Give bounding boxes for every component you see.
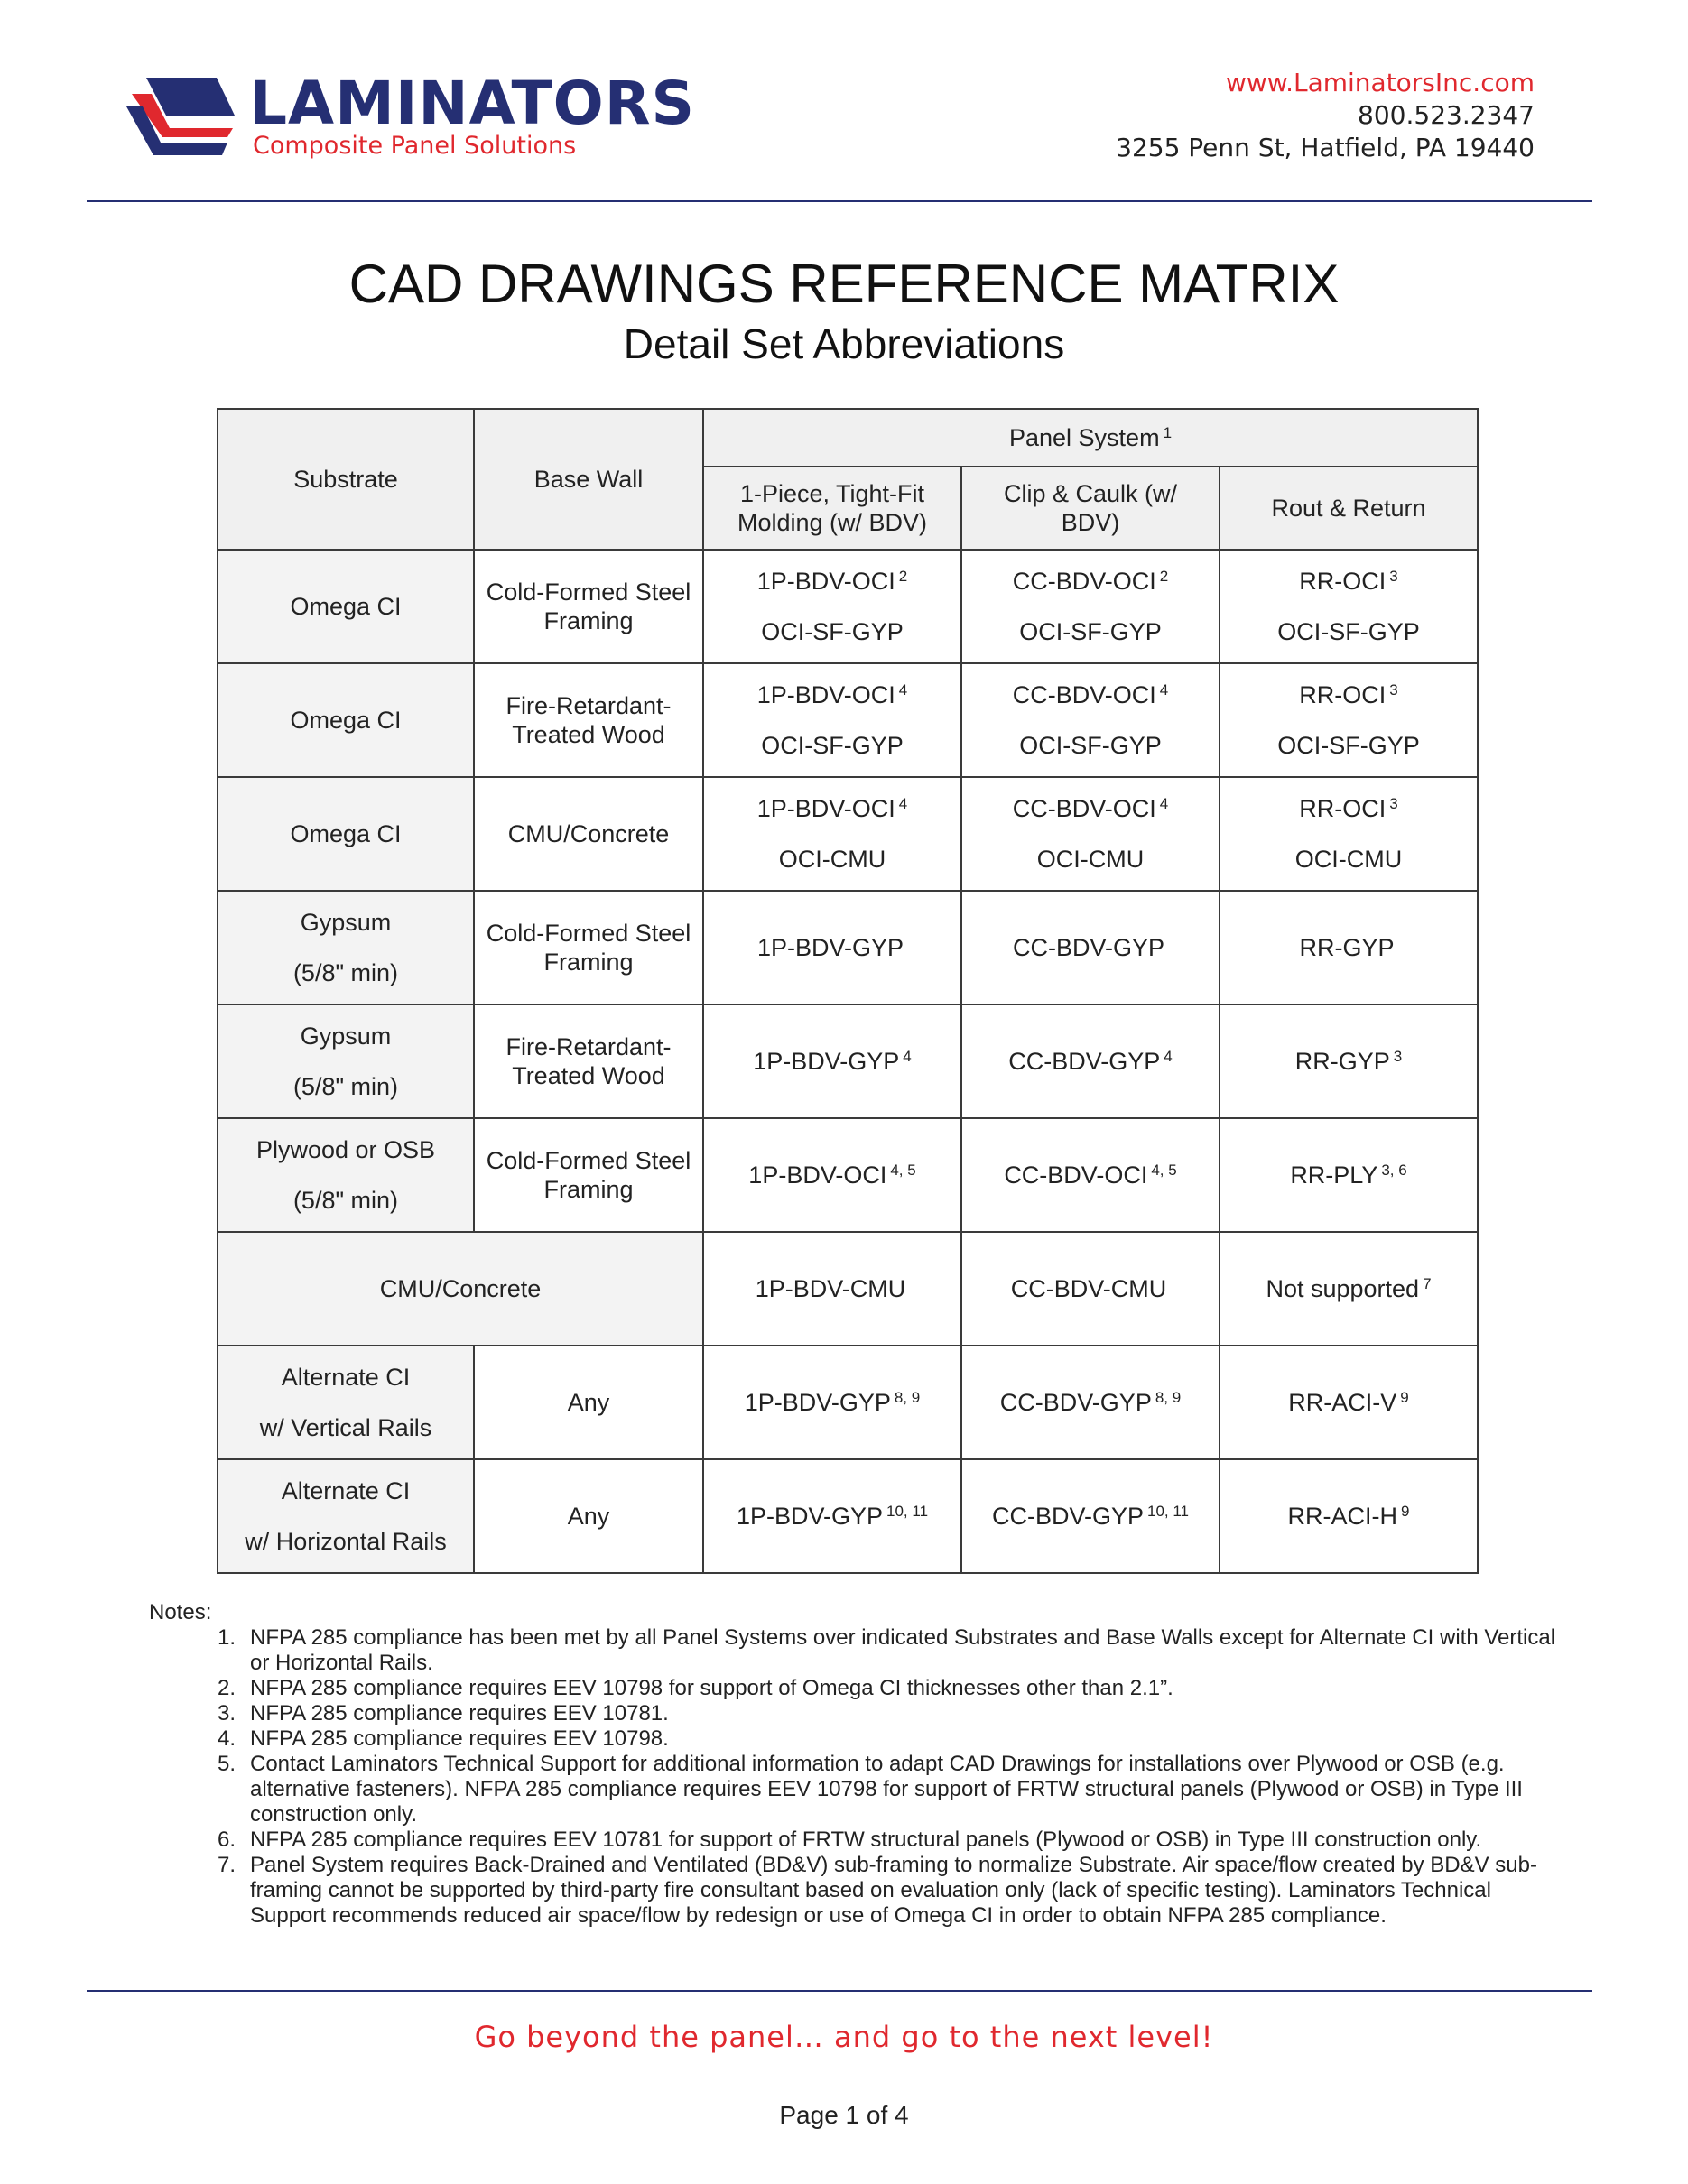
cell-clip-caulk: CC-BDV-OCI $^{4, 5}$ bbox=[961, 1118, 1220, 1232]
cell-substrate: Omega CI bbox=[218, 550, 474, 663]
note-item: 1. NFPA 285 compliance has been met by all Panel Systems over indicated Substrates and Base Walls except for Alternate CI with Vertical or Horizontal Rails. bbox=[217, 1625, 1556, 1675]
cell-rout-return: RR-GYP bbox=[1220, 891, 1478, 1004]
logo-tagline: Composite Panel Solutions bbox=[253, 132, 577, 160]
note-item: 4. NFPA 285 compliance requires EEV 10798. bbox=[217, 1726, 669, 1751]
cell-base-wall: Cold-Formed Steel Framing bbox=[474, 891, 703, 1004]
table-row bbox=[218, 1118, 1478, 1232]
contact-block bbox=[1116, 67, 1535, 164]
cell-substrate: Alternate CI w/ Horizontal Rails bbox=[218, 1459, 474, 1573]
header-clip-caulk: Clip & Caulk (w/ BDV) bbox=[961, 467, 1220, 550]
cell-clip-caulk: CC-BDV-GYP bbox=[961, 891, 1220, 1004]
phone-number: 800.523.2347 bbox=[1358, 100, 1535, 130]
table-row bbox=[218, 550, 1478, 663]
cell-clip-caulk: CC-BDV-CMU bbox=[961, 1232, 1220, 1346]
cell-clip-caulk: CC-BDV-GYP $^{8, 9}$ bbox=[961, 1346, 1220, 1459]
cell-clip-caulk: CC-BDV-GYP $^{10, 11}$ bbox=[961, 1459, 1220, 1573]
cell-1piece: 1P-BDV-OCI $^2$ OCI-SF-GYP bbox=[703, 550, 961, 663]
note-item: 7. Panel System requires Back-Drained and Ventilated (BD&V) sub-framing to normalize Substrate. Air space/flow created by BD&V sub-framing cannot be supported by third-party fire consultant based on evaluation only (lack of specific testing). Laminators Technical Support recommends reduced air space/flow by redesign or use of Omega CI in order to obtain NFPA 285 compliance. bbox=[217, 1853, 1537, 1928]
document-title: CAD DRAWINGS REFERENCE MATRIX bbox=[348, 254, 1340, 314]
table-row bbox=[218, 777, 1478, 891]
cell-rout-return: RR-PLY $^{3, 6}$ bbox=[1220, 1118, 1478, 1232]
cell-rout-return: RR-OCI $^3$ OCI-SF-GYP bbox=[1220, 663, 1478, 777]
cell-1piece: 1P-BDV-GYP $^4$ bbox=[703, 1004, 961, 1118]
cell-1piece: 1P-BDV-GYP bbox=[703, 891, 961, 1004]
cell-substrate: Plywood or OSB (5/8" min) bbox=[218, 1118, 474, 1232]
cell-1piece: 1P-BDV-CMU bbox=[703, 1232, 961, 1346]
notes-list bbox=[149, 1625, 1557, 1929]
page-number: Page 1 of 4 bbox=[779, 2101, 909, 2129]
cell-clip-caulk: CC-BDV-OCI $^2$ OCI-SF-GYP bbox=[961, 550, 1220, 663]
cell-rout-return: RR-OCI $^3$ OCI-SF-GYP bbox=[1220, 550, 1478, 663]
table-header-row bbox=[218, 409, 1478, 467]
header-panel-system: Panel System $^1$ bbox=[703, 409, 1478, 467]
header-substrate: Substrate bbox=[218, 409, 474, 550]
notes-label: Notes: bbox=[149, 1600, 212, 1624]
note-item: 2. NFPA 285 compliance requires EEV 10798 for support of Omega CI thicknesses other than 2.1”. bbox=[217, 1676, 1173, 1700]
note-item: 3. NFPA 285 compliance requires EEV 10781. bbox=[217, 1701, 669, 1726]
cell-1piece: 1P-BDV-GYP $^{10, 11}$ bbox=[703, 1459, 961, 1573]
cell-rout-return: RR-OCI $^3$ OCI-CMU bbox=[1220, 777, 1478, 891]
header-base-wall: Base Wall bbox=[474, 409, 703, 550]
notes-section bbox=[149, 1600, 1557, 1929]
cell-1piece: 1P-BDV-GYP $^{8, 9}$ bbox=[703, 1346, 961, 1459]
address: 3255 Penn St, Hatfield, PA 19440 bbox=[1116, 133, 1535, 162]
cell-rout-return: Not supported $^7$ bbox=[1220, 1232, 1478, 1346]
table-row bbox=[218, 891, 1478, 1004]
table-row bbox=[218, 1459, 1478, 1573]
cell-substrate: Gypsum (5/8" min) bbox=[218, 1004, 474, 1118]
website-link[interactable]: www.LaminatorsInc.com bbox=[1225, 68, 1535, 97]
cell-1piece: 1P-BDV-OCI $^4$ OCI-SF-GYP bbox=[703, 663, 961, 777]
cell-substrate: Gypsum (5/8" min) bbox=[218, 891, 474, 1004]
table-row bbox=[218, 1232, 1478, 1346]
cell-base-wall: Any bbox=[474, 1346, 703, 1459]
footer-divider bbox=[87, 1990, 1592, 1992]
cell-substrate: Omega CI bbox=[218, 777, 474, 891]
cell-rout-return: RR-ACI-H $^9$ bbox=[1220, 1459, 1478, 1573]
table-row bbox=[218, 1346, 1478, 1459]
table-row bbox=[218, 1004, 1478, 1118]
reference-matrix-table bbox=[217, 408, 1479, 1574]
header-rout-return: Rout & Return bbox=[1220, 467, 1478, 550]
note-item: 5. Contact Laminators Technical Support for additional information to adapt CAD Drawings for installations over Plywood or OSB (e.g. alternative fasteners). NFPA 285 compliance requires EEV 10798 for support of FRTW structural panels (Plywood or OSB) in Type III construction only. bbox=[217, 1752, 1523, 1827]
cell-1piece: 1P-BDV-OCI $^{4, 5}$ bbox=[703, 1118, 961, 1232]
company-logo bbox=[126, 69, 696, 164]
header-divider bbox=[87, 200, 1592, 202]
cell-base-wall: Fire-Retardant-Treated Wood bbox=[474, 1004, 703, 1118]
cell-base-wall: Cold-Formed Steel Framing bbox=[474, 550, 703, 663]
header-1piece: 1-Piece, Tight-Fit Molding (w/ BDV) bbox=[703, 467, 961, 550]
logo-wordmark: LAMINATORS bbox=[249, 69, 696, 138]
document-subtitle: Detail Set Abbreviations bbox=[623, 320, 1065, 367]
cell-base-wall: Cold-Formed Steel Framing bbox=[474, 1118, 703, 1232]
cell-clip-caulk: CC-BDV-OCI $^4$ OCI-SF-GYP bbox=[961, 663, 1220, 777]
laminators-logo-icon bbox=[126, 78, 235, 159]
footer-slogan: Go beyond the panel… and go to the next level! bbox=[474, 2020, 1214, 2054]
cell-rout-return: RR-ACI-V $^9$ bbox=[1220, 1346, 1478, 1459]
cell-base-wall: CMU/Concrete bbox=[474, 777, 703, 891]
cell-substrate: Alternate CI w/ Vertical Rails bbox=[218, 1346, 474, 1459]
cell-clip-caulk: CC-BDV-OCI $^4$ OCI-CMU bbox=[961, 777, 1220, 891]
cell-base-wall: Any bbox=[474, 1459, 703, 1573]
cell-rout-return: RR-GYP $^3$ bbox=[1220, 1004, 1478, 1118]
note-item: 6. NFPA 285 compliance requires EEV 10781 for support of FRTW structural panels (Plywood or OSB) in Type III construction only. bbox=[217, 1828, 1482, 1852]
cell-1piece: 1P-BDV-OCI $^4$ OCI-CMU bbox=[703, 777, 961, 891]
cell-substrate-merged: CMU/Concrete bbox=[218, 1232, 703, 1346]
cell-clip-caulk: CC-BDV-GYP $^4$ bbox=[961, 1004, 1220, 1118]
cell-base-wall: Fire-Retardant-Treated Wood bbox=[474, 663, 703, 777]
cell-substrate: Omega CI bbox=[218, 663, 474, 777]
table-row bbox=[218, 663, 1478, 777]
